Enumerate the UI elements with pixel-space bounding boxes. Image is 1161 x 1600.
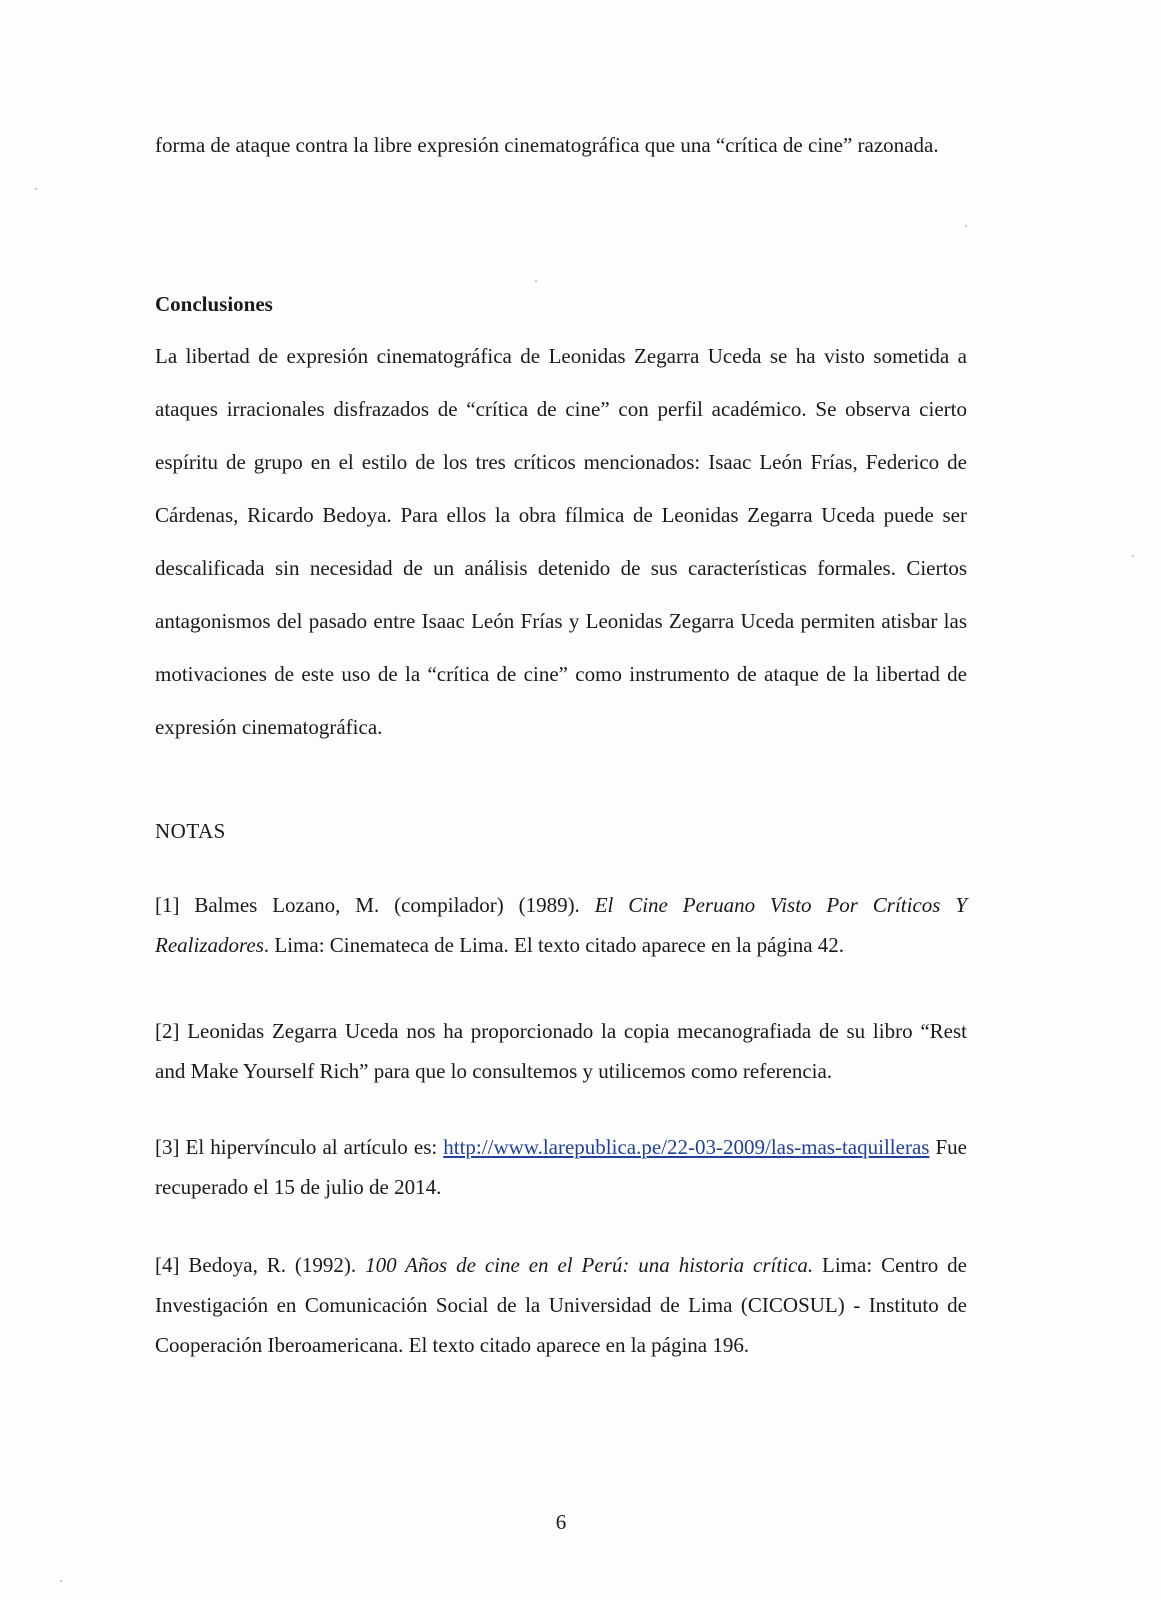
note-3-suffix: Fue recuperado el 15 de julio de 2014. xyxy=(155,1135,967,1199)
note-1-prefix: [1] Balmes Lozano, M. (compilador) (1989). xyxy=(155,893,595,917)
note-1-title: El Cine Peruano Visto Por Críticos Y Realizadores xyxy=(155,893,967,957)
note-4-suffix: Lima: Centro de Investigación en Comunicación Social de la Universidad de Lima (CICOSUL) - Instituto de Cooperación Iberoamericana. El texto citado aparece en la página 196. xyxy=(155,1253,967,1357)
note-4-prefix: [4] Bedoya, R. (1992). xyxy=(155,1253,366,1277)
note-3 xyxy=(155,1127,967,1207)
paper-speck xyxy=(535,280,537,282)
notes-heading: NOTAS xyxy=(155,819,226,843)
page-number: 6 xyxy=(555,1510,567,1534)
article-hyperlink[interactable]: http://www.larepublica.pe/22-03-2009/las-mas-taquilleras xyxy=(443,1135,930,1159)
note-2: [2] Leonidas Zegarra Uceda nos ha proporcionado la copia mecanografiada de su libro “Rest and Make Yourself Rich” para que lo consultemos y utilicemos como referencia. xyxy=(155,1019,967,1083)
note-1-suffix: . Lima: Cinemateca de Lima. El texto citado aparece en la página 42. xyxy=(263,933,845,957)
paper-speck xyxy=(1132,555,1134,557)
conclusions-paragraph: La libertad de expresión cinematográfica de Leonidas Zegarra Uceda se ha visto sometida a ataques irracionales disfrazados de “crítica de cine” con perfil académico. Se observa cierto espíritu de grupo en el estilo de los tres críticos mencionados: Isaac León Frías, Federico de Cárdenas, Ricardo Bedoya. Para ellos la obra fílmica de Leonidas Zegarra Uceda puede ser descalificada sin necesidad de un análisis detenido de sus características formales. Ciertos antagonismos del pasado entre Isaac León Frías y Leonidas Zegarra Uceda permiten atisbar las motivaciones de este uso de la “crítica de cine” como instrumento de ataque de la libertad de expresión cinematográfica. xyxy=(155,344,967,739)
note-4 xyxy=(155,1245,967,1365)
conclusions-heading: Conclusiones xyxy=(155,292,273,316)
paper-speck xyxy=(60,1580,62,1582)
note-1 xyxy=(155,885,967,965)
intro-paragraph: forma de ataque contra la libre expresión cinematográfica que una “crítica de cine” razonada. xyxy=(155,133,939,157)
note-3-prefix: [3] El hipervínculo al artículo es: xyxy=(155,1135,444,1159)
paper-speck xyxy=(965,225,967,227)
note-4-title: 100 Años de cine en el Perú: una historia crítica. xyxy=(365,1253,814,1277)
paper-speck xyxy=(35,188,37,190)
